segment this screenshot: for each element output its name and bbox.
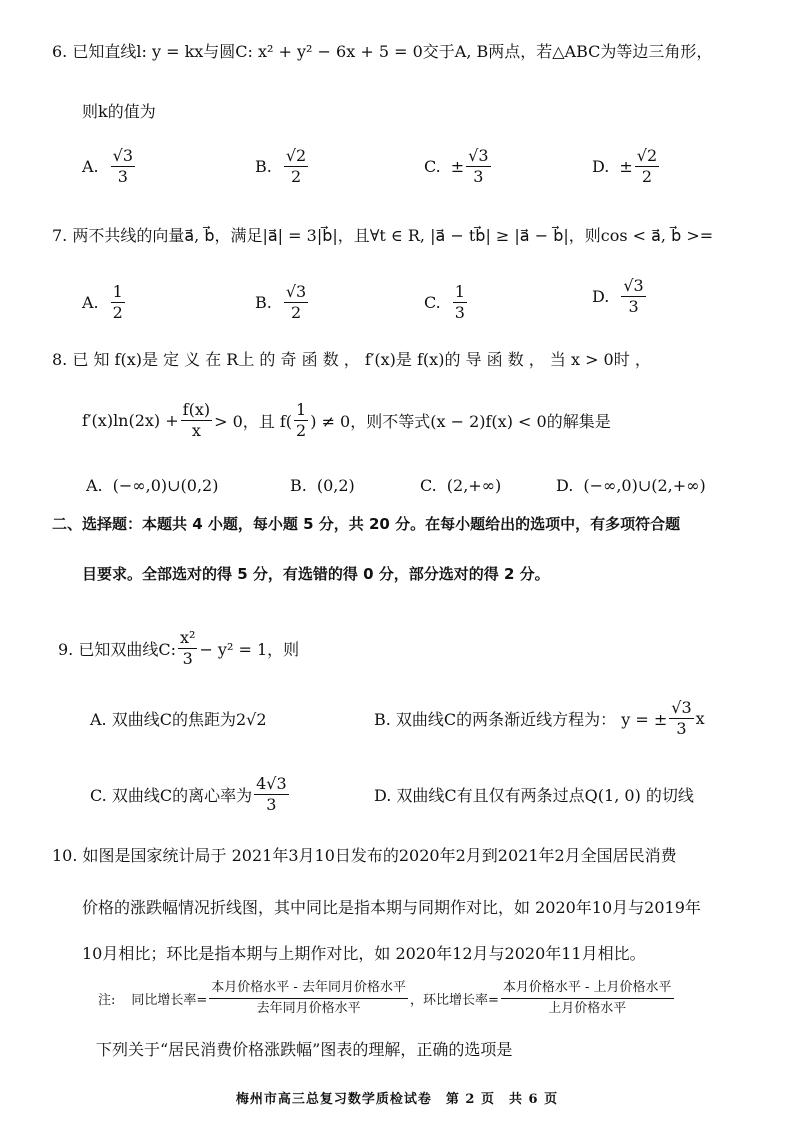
- mom-formula: [501, 978, 674, 1019]
- option-fraction: [453, 282, 467, 323]
- option-sign: ±: [619, 157, 633, 176]
- option-label: D.: [592, 157, 610, 176]
- option-label: D.: [592, 287, 610, 306]
- q8-stem-line1: 8. 已 知 f(x)是 定 义 在 R上 的 奇 函 数 ， f′(x)是 f(x)的 导 函 数 ， 当 x > 0时 ，: [52, 350, 651, 369]
- fraction-numerator: 1: [454, 282, 465, 301]
- yoy-formula: [209, 978, 408, 1019]
- fraction-denominator: 上月价格水平: [548, 1001, 627, 1016]
- fraction-denominator: 3: [117, 167, 128, 186]
- fraction-denominator: 2: [112, 303, 123, 322]
- mom-label: ，环比增长率=: [409, 993, 499, 1008]
- q9-option-c[interactable]: [90, 774, 291, 815]
- fraction-numerator: √3: [671, 698, 692, 717]
- option-label: A.: [82, 157, 99, 176]
- fraction-numerator: 本月价格水平 - 上月价格水平: [501, 978, 674, 999]
- fraction-numerator: √3: [112, 146, 134, 165]
- note-label: 注:: [98, 993, 116, 1008]
- option-fraction: [621, 276, 645, 317]
- option-text: (0,2): [316, 476, 355, 495]
- option-fraction: [635, 146, 659, 187]
- option-label: B.: [255, 293, 272, 312]
- q7-option-c[interactable]: [424, 282, 469, 323]
- fraction-denominator: 2: [290, 303, 302, 322]
- option-text: (2,+∞): [446, 476, 502, 495]
- q8-expression-end: ) ≠ 0，则不等式(x − 2)f(x) < 0的解集是: [310, 412, 611, 431]
- option-fraction: [284, 146, 308, 187]
- option-label: A.: [86, 476, 103, 495]
- fraction-denominator: 2: [641, 167, 653, 186]
- q9-option-a[interactable]: A. 双曲线C的焦距为2√2: [90, 710, 267, 729]
- fraction-numerator: √2: [285, 146, 307, 165]
- yoy-label: 同比增长率=: [131, 993, 208, 1008]
- q6-option-c[interactable]: [424, 146, 493, 187]
- q8-option-a[interactable]: [86, 476, 218, 495]
- option-label: C.: [424, 293, 441, 312]
- section2-instructions-line1: 二、选择题：本题共 4 小题，每小题 5 分，共 20 分。在每小题给出的选项中，有多项符合题: [52, 515, 681, 533]
- q8-option-d[interactable]: [556, 476, 706, 495]
- q10-note: [98, 978, 676, 1019]
- q6-option-d[interactable]: [592, 146, 661, 187]
- option-text-end: x: [695, 709, 705, 728]
- q8-stem-line2: [82, 400, 611, 441]
- q10-stem-line2: 价格的涨跌幅情况折线图，其中同比是指本期与同期作对比，如 2020年10月与2019年: [82, 898, 701, 917]
- fraction-denominator: 3: [266, 795, 277, 814]
- fraction-numerator: √3: [285, 282, 307, 301]
- q9-fraction: [178, 628, 197, 669]
- q9-stem: [58, 628, 299, 669]
- q8-expression-middle: > 0，且 f(: [214, 412, 293, 431]
- option-fraction: [284, 282, 308, 323]
- q6-stem-line2: 则k的值为: [82, 102, 156, 121]
- option-text: (−∞,0)∪(2,+∞): [583, 476, 706, 495]
- option-fraction: [466, 146, 490, 187]
- fraction-denominator: 3: [676, 719, 687, 738]
- option-label: B.: [255, 157, 272, 176]
- fraction-numerator: √3: [468, 146, 489, 165]
- fraction-denominator: x: [191, 421, 201, 440]
- q7-option-b[interactable]: [255, 282, 310, 323]
- q7-stem: 7. 两不共线的向量a⃗, b⃗，满足|a⃗| = 3|b⃗|，且∀t ∈ R, |a⃗ − tb⃗| ≥ |a⃗ − b⃗|，则cos < a⃗, b⃗ >=: [52, 226, 714, 245]
- fraction-numerator: √3: [623, 276, 644, 295]
- q7-option-d[interactable]: [592, 276, 648, 317]
- fraction-denominator: 2: [296, 421, 307, 440]
- q9-stem-end: − y² = 1，则: [199, 640, 300, 659]
- fraction-denominator: 3: [454, 303, 465, 322]
- fraction-numerator: f(x): [182, 400, 211, 419]
- fraction-numerator: 4√3: [256, 774, 287, 793]
- fraction-numerator: 本月价格水平 - 去年同月价格水平: [209, 978, 408, 999]
- q9-option-d[interactable]: D. 双曲线C有且仅有两条过点Q(1, 0) 的切线: [374, 786, 694, 805]
- fraction-numerator: √2: [636, 146, 658, 165]
- q8-fx-over-x: [181, 400, 212, 441]
- fraction-denominator: 2: [290, 167, 302, 186]
- q8-expression-start: f′(x)ln(2x) +: [82, 411, 179, 430]
- option-label: B.: [290, 476, 307, 495]
- option-text: (−∞,0)∪(0,2): [112, 476, 219, 495]
- option-fraction: [669, 698, 693, 739]
- option-label: C.: [420, 476, 437, 495]
- fraction-denominator: 3: [182, 649, 193, 668]
- fraction-numerator: 1: [296, 400, 307, 419]
- section2-instructions-line2: 目要求。全部选对的得 5 分，有选错的得 0 分，部分选对的得 2 分。: [82, 565, 550, 583]
- fraction-denominator: 去年同月价格水平: [256, 1001, 361, 1016]
- q6-option-a[interactable]: [82, 146, 137, 187]
- option-sign: ±: [450, 157, 465, 176]
- page-footer: 梅州市高三总复习数学质检试卷 第 2 页 共 6 页: [235, 1092, 559, 1107]
- fraction-denominator: 3: [473, 167, 484, 186]
- q10-question: 下列关于“居民消费价格涨跌幅”图表的理解，正确的选项是: [96, 1040, 513, 1059]
- q6-stem-line1: 6. 已知直线l: y = kx与圆C: x² + y² − 6x + 5 = 0交于A, B两点，若△ABC为等边三角形，: [52, 42, 713, 61]
- q6-option-b[interactable]: [255, 146, 310, 187]
- fraction-denominator: 3: [628, 297, 639, 316]
- option-text: C. 双曲线C的离心率为: [90, 786, 253, 805]
- q8-option-c[interactable]: [420, 476, 501, 495]
- fraction-numerator: 1: [112, 282, 123, 301]
- option-fraction: [111, 146, 135, 187]
- q10-stem-line3: 10月相比；环比是指本期与上期作对比，如 2020年12月与2020年11月相比。: [82, 944, 646, 963]
- q9-option-b[interactable]: [374, 698, 705, 739]
- option-label: D.: [556, 476, 574, 495]
- q8-option-b[interactable]: [290, 476, 355, 495]
- q7-option-a[interactable]: [82, 282, 127, 323]
- q8-one-half: [294, 400, 308, 441]
- q10-stem-line1: 10. 如图是国家统计局于 2021年3月10日发布的2020年2月到2021年2月全国居民消费: [52, 846, 677, 865]
- option-text: B. 双曲线C的两条渐近线方程为： y = ±: [374, 710, 668, 729]
- q9-stem-start: 9. 已知双曲线C:: [58, 640, 176, 659]
- option-label: A.: [82, 293, 99, 312]
- option-label: C.: [424, 157, 441, 176]
- fraction-numerator: x²: [180, 628, 196, 647]
- option-fraction: [254, 774, 289, 815]
- option-fraction: [111, 282, 125, 323]
